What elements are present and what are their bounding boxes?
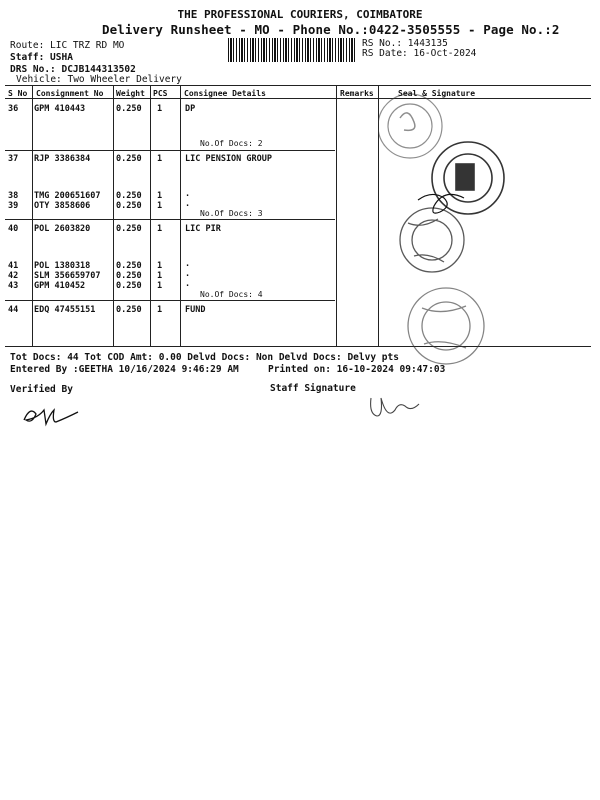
col-header-consignment: Consignment No <box>36 89 104 98</box>
row-consignee: . <box>185 279 191 289</box>
row-pcs: 1 <box>157 305 163 315</box>
row-sno: 38 <box>8 191 19 201</box>
drs-number: DRS No.: DCJB144313502 <box>10 64 136 75</box>
row-weight: 0.250 <box>116 281 142 291</box>
col-header-remarks: Remarks <box>340 89 374 98</box>
col-header-sno: S No <box>8 89 28 98</box>
row-sno: 40 <box>8 224 19 234</box>
row-weight: 0.250 <box>116 224 142 234</box>
row-weight: 0.250 <box>116 271 142 281</box>
entered-by: Entered By :GEETHA 10/16/2024 9:46:29 AM <box>10 364 239 375</box>
staff-signature-label: Staff Signature <box>270 383 356 394</box>
row-weight: 0.250 <box>116 305 142 315</box>
row-consignment: POL 1380318 <box>34 261 91 271</box>
row-weight: 0.250 <box>116 201 142 211</box>
row-consignee: . <box>185 269 191 279</box>
vehicle-label: Vehicle: Two Wheeler Delivery <box>16 74 182 85</box>
row-pcs: 1 <box>157 154 163 164</box>
row-pcs: 1 <box>157 261 163 271</box>
row-weight: 0.250 <box>116 104 142 114</box>
column-divider <box>32 85 33 346</box>
row-consignment: POL 2603820 <box>34 224 91 234</box>
row-consignment: GPM 410452 <box>34 281 86 291</box>
row-divider <box>5 300 335 301</box>
seal-stamps-image <box>378 88 598 378</box>
verified-signature-image <box>16 398 90 430</box>
row-consignee: . <box>185 259 191 269</box>
row-divider <box>5 219 335 220</box>
row-consignment: OTY 3858606 <box>34 201 91 211</box>
docs-count-note: No.Of Docs: 2 <box>200 139 263 148</box>
staff-signature-image <box>365 388 429 422</box>
row-consignee: . <box>185 199 191 209</box>
barcode-image <box>228 38 356 62</box>
row-consignee: LIC PIR <box>185 224 221 234</box>
row-consignment: EDQ 47455151 <box>34 305 96 315</box>
row-pcs: 1 <box>157 224 163 234</box>
row-consignment: RJP 3386384 <box>34 154 91 164</box>
row-sno: 41 <box>8 261 19 271</box>
row-pcs: 1 <box>157 271 163 281</box>
row-weight: 0.250 <box>116 191 142 201</box>
column-divider <box>336 85 337 346</box>
col-header-pcs: PCS <box>153 89 168 98</box>
table-top-border <box>5 85 591 86</box>
totals-line: Tot Docs: 44 Tot COD Amt: 0.00 Delvd Docs: Non Delvd Docs: Delvy pts <box>10 352 399 363</box>
row-weight: 0.250 <box>116 154 142 164</box>
staff-label: Staff: USHA <box>10 52 73 63</box>
docs-count-note: No.Of Docs: 4 <box>200 290 263 299</box>
row-weight: 0.250 <box>116 261 142 271</box>
column-divider <box>113 85 114 346</box>
row-sno: 42 <box>8 271 19 281</box>
row-consignee: DP <box>185 104 196 114</box>
row-pcs: 1 <box>157 104 163 114</box>
docs-count-note: No.Of Docs: 3 <box>200 209 263 218</box>
col-header-consignee: Consignee Details <box>184 89 266 98</box>
row-divider <box>5 150 335 151</box>
col-header-seal-signature: Seal & Signature <box>398 89 476 98</box>
row-consignment: SLM 356659707 <box>34 271 101 281</box>
rs-number: RS No.: 1443135 <box>362 38 448 49</box>
col-header-weight: Weight <box>116 89 145 98</box>
printed-on: Printed on: 16-10-2024 09:47:03 <box>268 364 446 375</box>
row-sno: 36 <box>8 104 19 114</box>
column-divider <box>180 85 181 346</box>
row-pcs: 1 <box>157 281 163 291</box>
row-sno: 43 <box>8 281 19 291</box>
row-pcs: 1 <box>157 201 163 211</box>
route-label: Route: LIC TRZ RD MO <box>10 40 125 51</box>
verified-by-label: Verified By <box>10 384 73 395</box>
row-consignee: FUND <box>185 305 206 315</box>
company-title: THE PROFESSIONAL COURIERS, COIMBATORE <box>177 8 423 21</box>
row-consignee: LIC PENSION GROUP <box>185 154 272 164</box>
row-pcs: 1 <box>157 191 163 201</box>
row-consignment: TMG 200651607 <box>34 191 101 201</box>
runsheet-title: Delivery Runsheet - MO - Phone No.:0422-3505555 - Page No.:2 <box>102 22 560 37</box>
row-sno: 39 <box>8 201 19 211</box>
rs-date: RS Date: 16-Oct-2024 <box>362 48 477 59</box>
row-consignee: . <box>185 189 191 199</box>
row-sno: 44 <box>8 305 19 315</box>
column-divider <box>150 85 151 346</box>
row-sno: 37 <box>8 154 19 164</box>
row-consignment: GPM 410443 <box>34 104 86 114</box>
